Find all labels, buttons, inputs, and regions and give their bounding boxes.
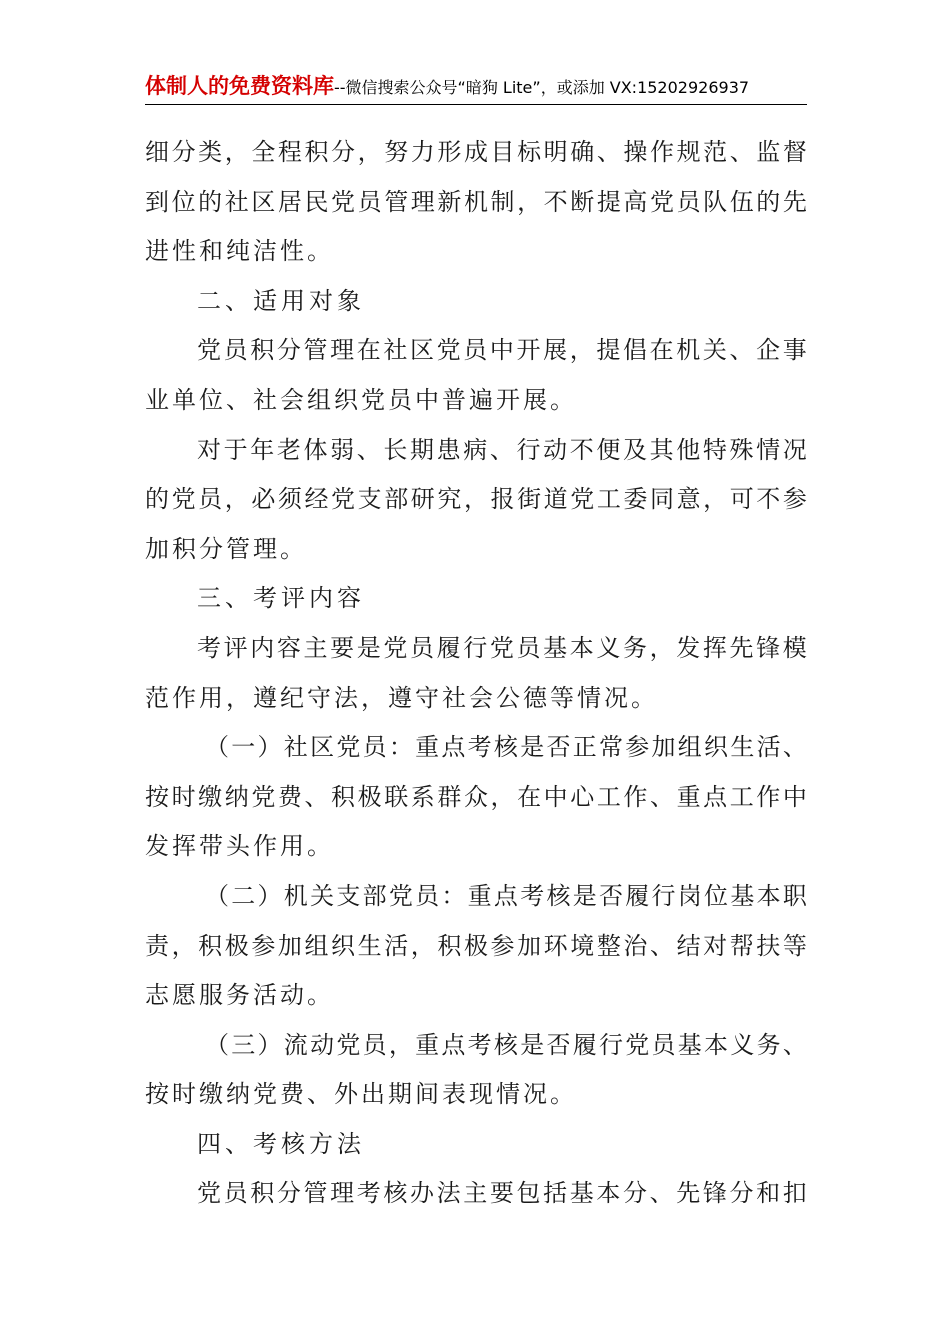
- paragraph-line: 业单位、社会组织党员中普遍开展。: [145, 385, 577, 414]
- page-header: [145, 70, 807, 105]
- paragraph-line: 考 评 内 容 主 要 是 党 员 履 行 党 员 基 本 义 务 ， 发 挥 先 锋 模: [197, 633, 807, 662]
- paragraph-line: （ 一 ） 社 区 党 员 ： 重 点 考 核 是 否 正 常 参 加 组 织 生 活 、: [205, 733, 807, 762]
- header-contact-info: --微信搜索公众号“暗狗 Lite”，或添加 VX:15202926937: [334, 78, 750, 97]
- paragraph-line: 加积分管理。: [145, 534, 307, 563]
- paragraph-line: 志愿服务活动。: [145, 981, 334, 1010]
- section-heading: 二、适用对象: [197, 286, 365, 315]
- paragraph-line: （ 三 ） 流 动 党 员 ， 重 点 考 核 是 否 履 行 党 员 基 本 义 务 、: [205, 1030, 807, 1059]
- paragraph-line: 党 员 积 分 管 理 在 社 区 党 员 中 开 展 ， 提 倡 在 机 关 、 企 事: [197, 336, 807, 365]
- paragraph-line: 对 于 年 老 体 弱 、 长 期 患 病 、 行 动 不 便 及 其 他 特 殊 情 况: [197, 435, 807, 464]
- section-heading: 四、考核方法: [197, 1129, 365, 1158]
- paragraph-line: 进性和纯洁性。: [145, 237, 334, 266]
- paragraph-line: 范作用，遵纪守法，遵守社会公德等情况。: [145, 683, 658, 712]
- paragraph-line: 的 党 员 ， 必 须 经 党 支 部 研 究 ， 报 街 道 党 工 委 同 意 ， 可 不 参: [145, 485, 807, 514]
- paragraph-line: 按 时 缴 纳 党 费 、 积 极 联 系 群 众 ， 在 中 心 工 作 、 重 点 工 作 中: [145, 782, 807, 811]
- paragraph-line: 按时缴纳党费、外出期间表现情况。: [145, 1080, 577, 1109]
- paragraph-line: 到 位 的 社 区 居 民 党 员 管 理 新 机 制 ， 不 断 提 高 党 员 队 伍 的 先: [145, 187, 807, 216]
- paragraph-line: 细 分 类 ， 全 程 积 分 ， 努 力 形 成 目 标 明 确 、 操 作 规 范 、 监 督: [145, 138, 807, 166]
- paragraph-line: 责 ， 积 极 参 加 组 织 生 活 ， 积 极 参 加 环 境 整 治 、 结 对 帮 扶 等: [145, 931, 807, 960]
- paragraph-line: 党 员 积 分 管 理 考 核 办 法 主 要 包 括 基 本 分 、 先 锋 分 和 扣: [197, 1179, 807, 1208]
- paragraph-line: 发挥带头作用。: [145, 832, 334, 861]
- section-heading: 三、考评内容: [197, 584, 365, 613]
- header-brand: 体制人的免费资料库: [145, 74, 334, 98]
- document-body: [145, 128, 807, 1219]
- paragraph-line: （ 二 ） 机 关 支 部 党 员 ： 重 点 考 核 是 否 履 行 岗 位 基 本 职: [205, 881, 807, 910]
